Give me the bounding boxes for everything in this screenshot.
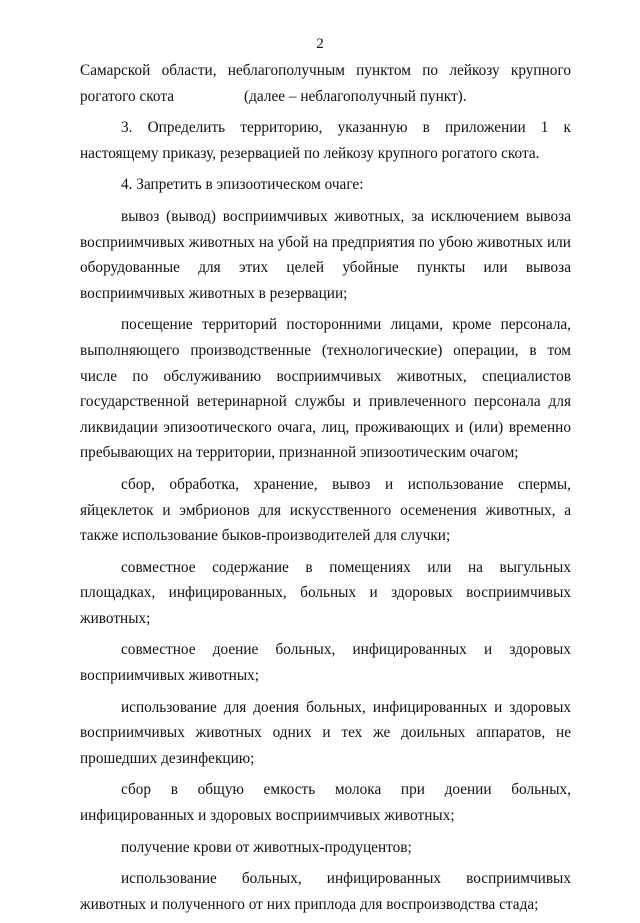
paragraph-ban-joint-milking: совместное доение больных, инфицированных и здоровых восприимчивых животных;	[80, 641, 571, 685]
paragraph-continuation-text: Самарской области, неблагополучным пунктом по лейкозу крупного рогатого скота	[80, 62, 571, 105]
page-number: 2	[316, 36, 324, 52]
paragraph-ban-blood: получение крови от животных-продуцентов;	[121, 838, 412, 856]
paragraph-ban-breeding: использование больных, инфицированных восприимчивых животных и полученного от них приплода для воспроизводства стада;	[80, 870, 571, 913]
paragraph-ban-visits: посещение территорий посторонними лицами, кроме персонала, выполняющего производственные (технологические) операции, в том числе по обслуживанию восприимчивых животных, специалистов государственной ветеринарной службы и привлеченного персонала для ликвидации эпизоотического очага, лиц, проживающих и (или) временно пребывающих на территории, признанной эпизоотическим очагом;	[80, 316, 571, 462]
paragraph-ban-removal: вывоз (вывод) восприимчивых животных, за исключением вывоза восприимчивых животных на убой на предприятия по убою животных или оборудованные для этих целей убойные пункты или вывоза восприимчивых животных в резервации;	[80, 207, 571, 302]
paragraph-continuation	[80, 58, 571, 109]
paragraph-ban-joint-keeping: совместное содержание в помещениях или на выгульных площадках, инфицированных, больных и здоровых восприимчивых животных;	[80, 558, 571, 627]
paragraph-item-4: 4. Запретить в эпизоотическом очаге:	[121, 176, 364, 194]
paragraph-item-3: 3. Определить территорию, указанную в приложении 1 к настоящему приказу, резервацией по лейкозу крупного рогатого скота.	[80, 119, 571, 162]
paragraph-ban-milking-machines: использование для доения больных, инфицированных и здоровых восприимчивых животных одних и тех же доильных аппаратов, не прошедших дезинфекцию;	[80, 698, 571, 767]
paragraph-ban-milk-collection: сбор в общую емкость молока при доении больных, инфицированных и здоровых восприимчивых животных;	[80, 781, 571, 825]
document-body	[80, 58, 571, 923]
paragraph-continuation-note: (далее – неблагополучный пункт).	[244, 87, 467, 105]
paragraph-ban-semen: сбор, обработка, хранение, вывоз и использование спермы, яйцеклеток и эмбрионов для искусственного осеменения животных, а также использование быков-производителей для случки;	[80, 475, 571, 545]
